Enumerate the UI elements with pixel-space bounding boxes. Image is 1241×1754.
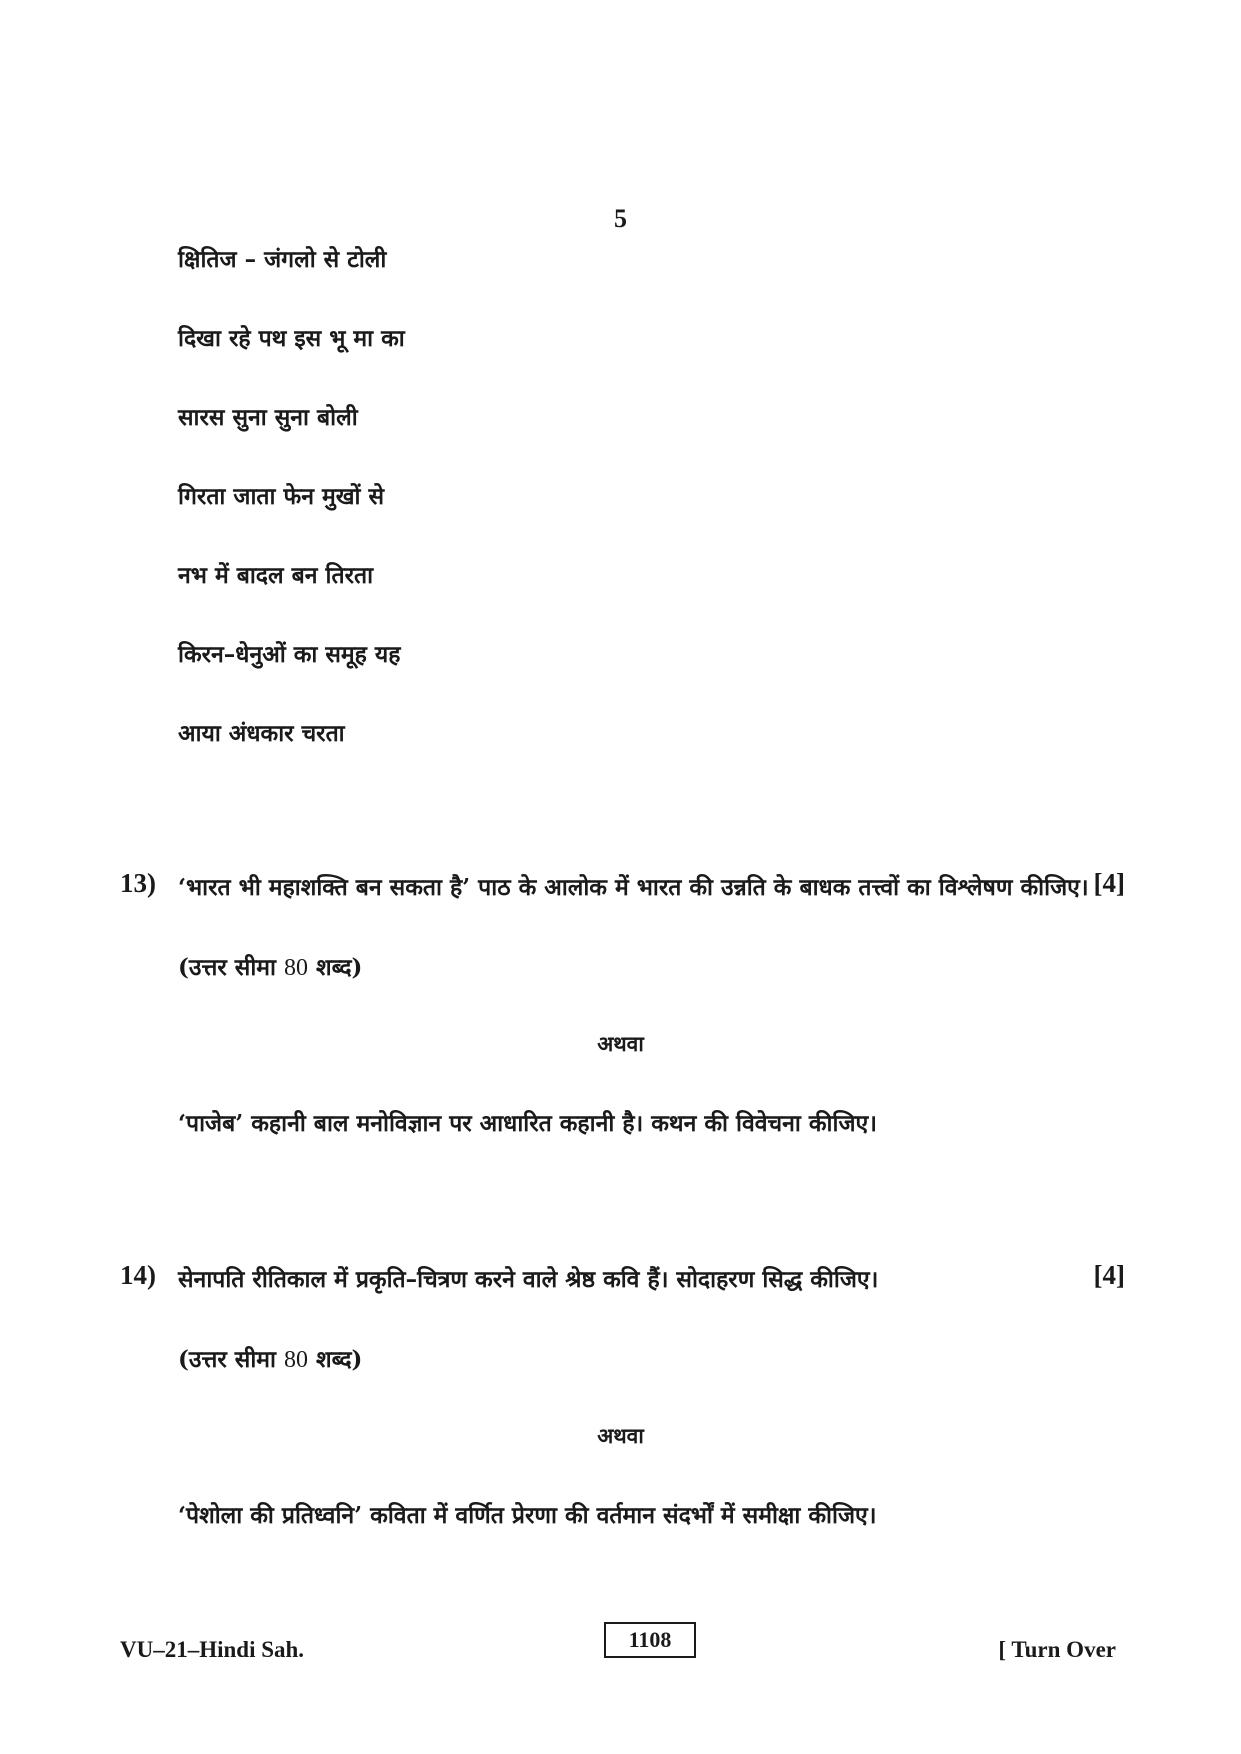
word-limit-suffix: शब्द) [308, 954, 363, 981]
poem-line: क्षितिज – जंगलो से टोली [178, 246, 387, 273]
question-text: सेनापति रीतिकाल में प्रकृति–चित्रण करने वाले श्रेष्ठ कवि हैं। सोदाहरण सिद्ध कीजिए। [178, 1266, 879, 1293]
word-limit-prefix: (उत्तर सीमा [178, 954, 285, 981]
word-limit-prefix: (उत्तर सीमा [178, 1346, 285, 1373]
question-marks: [4] [1093, 868, 1125, 898]
paper-code: VU–21–Hindi Sah. [120, 1637, 305, 1662]
word-limit-suffix: शब्द) [308, 1346, 363, 1373]
poem-line: किरन–धेनुओं का समूह यह [178, 641, 401, 668]
poem-line: नभ में बादल बन तिरता [178, 562, 374, 589]
poem-line: सारस सुना सुना बोली [178, 404, 358, 431]
page-number: 5 [614, 204, 627, 233]
turn-over-note: [ Turn Over [998, 1637, 1116, 1662]
alternative-question: ‘पेशोला की प्रतिध्वनि’ कविता में वर्णित प्रेरणा की वर्तमान संदर्भों में समीक्षा कीजिए। [178, 1502, 877, 1529]
question-marks: [4] [1093, 1260, 1125, 1290]
alternative-question: ‘पाजेब’ कहानी बाल मनोविज्ञान पर आधारित कहानी है। कथन की विवेचना कीजिए। [178, 1110, 877, 1137]
question-number: 13) [120, 868, 156, 898]
question-number: 14) [120, 1260, 156, 1290]
word-limit [178, 950, 362, 982]
poem-line: दिखा रहे पथ इस भू मा का [178, 325, 405, 352]
word-limit [178, 1342, 362, 1374]
word-limit-number: 80 [284, 1347, 309, 1373]
or-separator: अथवा [597, 1423, 644, 1448]
poem-line: गिरता जाता फेन मुखों से [178, 483, 385, 510]
poem-excerpt [178, 240, 405, 793]
question-text: ‘भारत भी महाशक्ति बन सकता है’ पाठ के आलोक में भारत की उन्नति के बाधक तत्त्वों का विश्लेषण कीजिए। [178, 874, 1089, 901]
or-separator: अथवा [597, 1031, 644, 1056]
poem-line: आया अंधकार चरता [178, 720, 345, 747]
word-limit-number: 80 [284, 955, 309, 981]
page-code-box: 1108 [604, 1622, 696, 1658]
